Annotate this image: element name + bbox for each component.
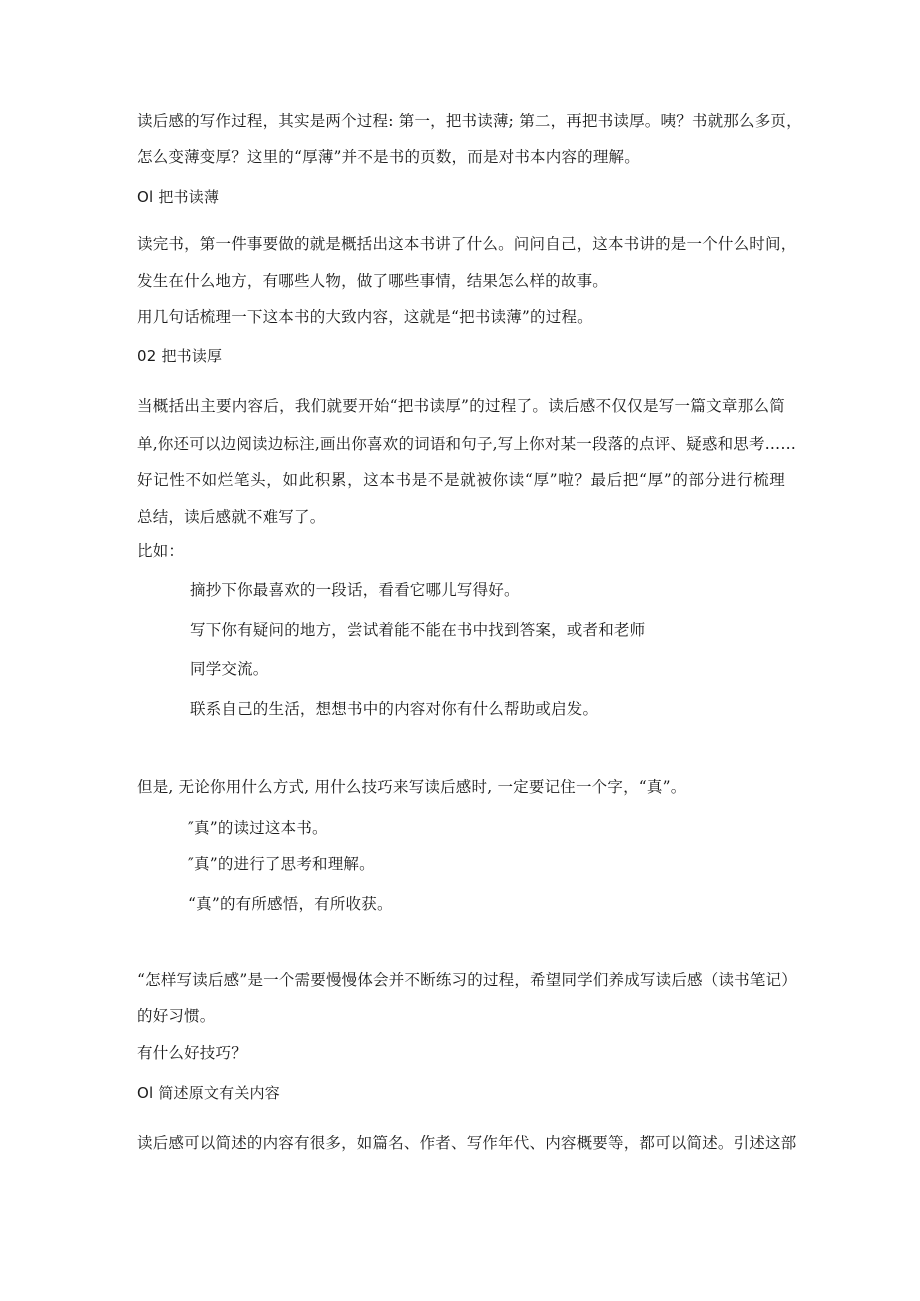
- section-heading-read-thick: 02 把书读厚: [137, 347, 223, 365]
- closing-line-1: “怎样写读后感”是一个需要慢慢体会并不断练习的过程，希望同学们养成写读后感（读书笔记）: [137, 971, 797, 989]
- example-item: 写下你有疑问的地方，尝试着能不能在书中找到答案，或者和老师: [190, 621, 646, 639]
- section-heading-summarize: Ol 简述原文有关内容: [137, 1084, 280, 1102]
- section1-line-2: 发生在什么地方，有哪些人物，做了哪些事情，结果怎么样的故事。: [137, 272, 609, 290]
- example-label: 比如：: [137, 542, 185, 560]
- section-heading-read-thin: Ol 把书读薄: [137, 188, 220, 206]
- section2-line-1: 当概括出主要内容后，我们就要开始“把书读厚”的过程了。读后感不仅仅是写一篇文章那么简: [137, 397, 785, 415]
- truth-point: ″真”的读过这本书。: [188, 819, 328, 837]
- intro-line-1: 读后感的写作过程，其实是两个过程: 第一，把书读薄; 第二，再把书读厚。咦？书就那么多页，: [137, 112, 802, 130]
- example-item: 联系自己的生活，想想书中的内容对你有什么帮助或启发。: [190, 700, 599, 718]
- truth-point: ″真”的进行了思考和理解。: [188, 855, 375, 873]
- section2-line-4: 总结，读后感就不难写了。: [137, 508, 326, 526]
- intro-line-2: 怎么变薄变厚？这里的“厚薄”并不是书的页数，而是对书本内容的理解。: [137, 148, 640, 166]
- tips-question: 有什么好技巧？: [137, 1044, 247, 1062]
- closing-line-2: 的好习惯。: [137, 1007, 216, 1025]
- section1-line-1: 读完书，第一件事要做的就是概括出这本书讲了什么。问问自己，这本书讲的是一个什么时间，: [137, 235, 797, 253]
- truth-point: “真”的有所感悟，有所收获。: [188, 895, 393, 913]
- section2-line-2: 单,你还可以边阅读边标注,画出你喜欢的词语和句子,写上你对某一段落的点评、疑惑和思考……: [137, 435, 797, 453]
- section3-line-1: 读后感可以简述的内容有很多，如篇名、作者、写作年代、内容概要等，都可以简述。引述这部: [137, 1134, 797, 1152]
- truth-intro: 但是, 无论你用什么方式, 用什么技巧来写读后感时, 一定要记住一个字，“真”。: [137, 778, 687, 796]
- section2-line-3: 好记性不如烂笔头，如此积累，这本书是不是就被你读“厚”啦？最后把“厚”的部分进行梳理: [137, 471, 785, 489]
- example-item: 同学交流。: [190, 660, 269, 678]
- example-item: 摘抄下你最喜欢的一段话，看看它哪儿写得好。: [190, 581, 520, 599]
- section1-line-3: 用几句话梳理一下这本书的大致内容，这就是“把书读薄”的过程。: [137, 308, 593, 326]
